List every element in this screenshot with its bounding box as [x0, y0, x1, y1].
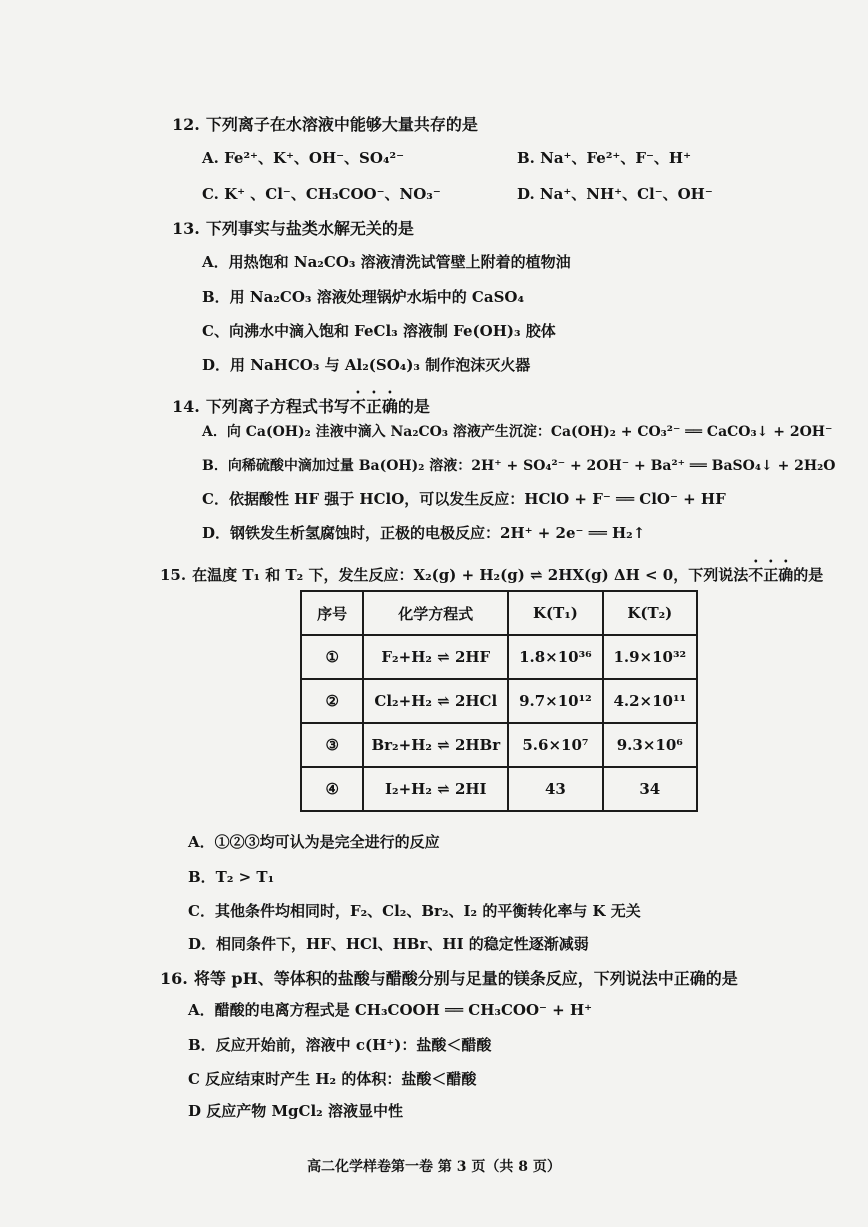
table-header-cell: 化学方程式: [363, 591, 508, 635]
page-footer: 高二化学样卷第一卷 第 3 页（共 8 页）: [307, 1159, 561, 1175]
table-cell: ③: [301, 723, 363, 767]
table-cell: 34: [603, 767, 697, 811]
question-number: 16.: [160, 969, 188, 988]
question-text-post: 的是: [397, 397, 430, 416]
table-cell: ④: [301, 767, 363, 811]
question-number: 12.: [172, 115, 200, 134]
q15-option-b: B．T₂ > T₁: [188, 868, 275, 886]
question-text-post: 的是: [793, 566, 824, 584]
table-cell: Cl₂+H₂ ⇌ 2HCl: [363, 679, 508, 723]
emphasis-text: 不正确: [748, 566, 794, 584]
question-text-pre: 下列离子方程式书写: [205, 397, 350, 416]
table-cell: I₂+H₂ ⇌ 2HI: [363, 767, 508, 811]
q13-option-d: D．用 NaHCO₃ 与 Al₂(SO₄)₃ 制作泡沫灭火器: [202, 356, 531, 374]
table-cell: 43: [508, 767, 602, 811]
q13-option-c: C、向沸水中滴入饱和 FeCl₃ 溶液制 Fe(OH)₃ 胶体: [202, 322, 556, 340]
table-cell: 9.3×10⁶: [603, 723, 697, 767]
table-row: [301, 635, 697, 679]
question-number: 15.: [160, 566, 187, 584]
q16-option-b: B．反应开始前，溶液中 c(H⁺)：盐酸＜醋酸: [188, 1036, 492, 1054]
q13-option-a: A．用热饱和 Na₂CO₃ 溶液清洗试管壁上附着的植物油: [202, 253, 571, 271]
table-header-row: [301, 591, 697, 635]
question-13-stem: [172, 216, 414, 239]
q15-option-d: D．相同条件下，HF、HCl、HBr、HI 的稳定性逐渐减弱: [188, 935, 589, 953]
q15-option-a: A．①②③均可认为是完全进行的反应: [188, 833, 440, 851]
q12-option-a: A. Fe²⁺、K⁺、OH⁻、SO₄²⁻: [202, 149, 405, 167]
table-row: [301, 767, 697, 811]
q14-option-a: A．向 Ca(OH)₂ 洼液中滴入 Na₂CO₃ 溶液产生沉淀：Ca(OH)₂ + CO₃²⁻ ══ CaCO₃↓ + 2OH⁻: [202, 424, 833, 440]
q12-option-c: C. K⁺ 、Cl⁻、CH₃COO⁻、NO₃⁻: [202, 185, 441, 203]
table-cell: ①: [301, 635, 363, 679]
table-cell: 5.6×10⁷: [508, 723, 602, 767]
q12-option-d: D. Na⁺、NH⁺、Cl⁻、OH⁻: [517, 185, 713, 203]
q16-option-c: C 反应结束时产生 H₂ 的体积：盐酸＜醋酸: [188, 1070, 477, 1088]
table-header-cell: K(T₂): [603, 591, 697, 635]
question-number: 13.: [172, 219, 200, 238]
table-row: [301, 679, 697, 723]
table-cell: ②: [301, 679, 363, 723]
q13-option-b: B．用 Na₂CO₃ 溶液处理锅炉水垢中的 CaSO₄: [202, 288, 525, 306]
table-header-cell: K(T₁): [508, 591, 602, 635]
table-cell: Br₂+H₂ ⇌ 2HBr: [363, 723, 508, 767]
q14-option-b: B．向稀硫酸中滴加过量 Ba(OH)₂ 溶液：2H⁺ + SO₄²⁻ + 2OH⁻ + Ba²⁺ ══ BaSO₄↓ + 2H₂O: [202, 458, 836, 474]
table-cell: 9.7×10¹²: [508, 679, 602, 723]
table-cell: F₂+H₂ ⇌ 2HF: [363, 635, 508, 679]
q14-option-d: D．钢铁发生析氢腐蚀时，正极的电极反应：2H⁺ + 2e⁻ ══ H₂↑: [202, 524, 646, 542]
table-row: [301, 723, 697, 767]
table-cell: 4.2×10¹¹: [603, 679, 697, 723]
question-14-stem: [172, 387, 430, 417]
question-text: 下列事实与盐类水解无关的是: [205, 219, 414, 238]
question-15-stem: [160, 556, 823, 585]
question-text: 下列离子在水溶液中能够大量共存的是: [205, 115, 478, 134]
equilibrium-constant-table: [300, 590, 698, 812]
emphasis-text: 不正确: [349, 397, 398, 416]
q15-option-c: C．其他条件均相同时，F₂、Cl₂、Br₂、I₂ 的平衡转化率与 K 无关: [188, 902, 641, 920]
question-text-pre: 在温度 T₁ 和 T₂ 下，发生反应：X₂(g) + H₂(g) ⇌ 2HX(g) ΔH < 0，下列说法: [192, 566, 749, 584]
question-12-stem: [172, 112, 478, 135]
q16-option-a: A．醋酸的电离方程式是 CH₃COOH ══ CH₃COO⁻ + H⁺: [188, 1001, 593, 1019]
question-text: 将等 pH、等体积的盐酸与醋酸分别与足量的镁条反应，下列说法中正确的是: [193, 969, 738, 988]
q14-option-c: C．依据酸性 HF 强于 HClO，可以发生反应：HClO + F⁻ ══ ClO⁻ + HF: [202, 490, 726, 508]
table-header-cell: 序号: [301, 591, 363, 635]
q12-option-b: B. Na⁺、Fe²⁺、F⁻、H⁺: [517, 149, 691, 167]
question-16-stem: [160, 966, 738, 989]
table-cell: 1.8×10³⁶: [508, 635, 602, 679]
table-cell: 1.9×10³²: [603, 635, 697, 679]
q16-option-d: D 反应产物 MgCl₂ 溶液显中性: [188, 1102, 403, 1120]
question-number: 14.: [172, 397, 200, 416]
